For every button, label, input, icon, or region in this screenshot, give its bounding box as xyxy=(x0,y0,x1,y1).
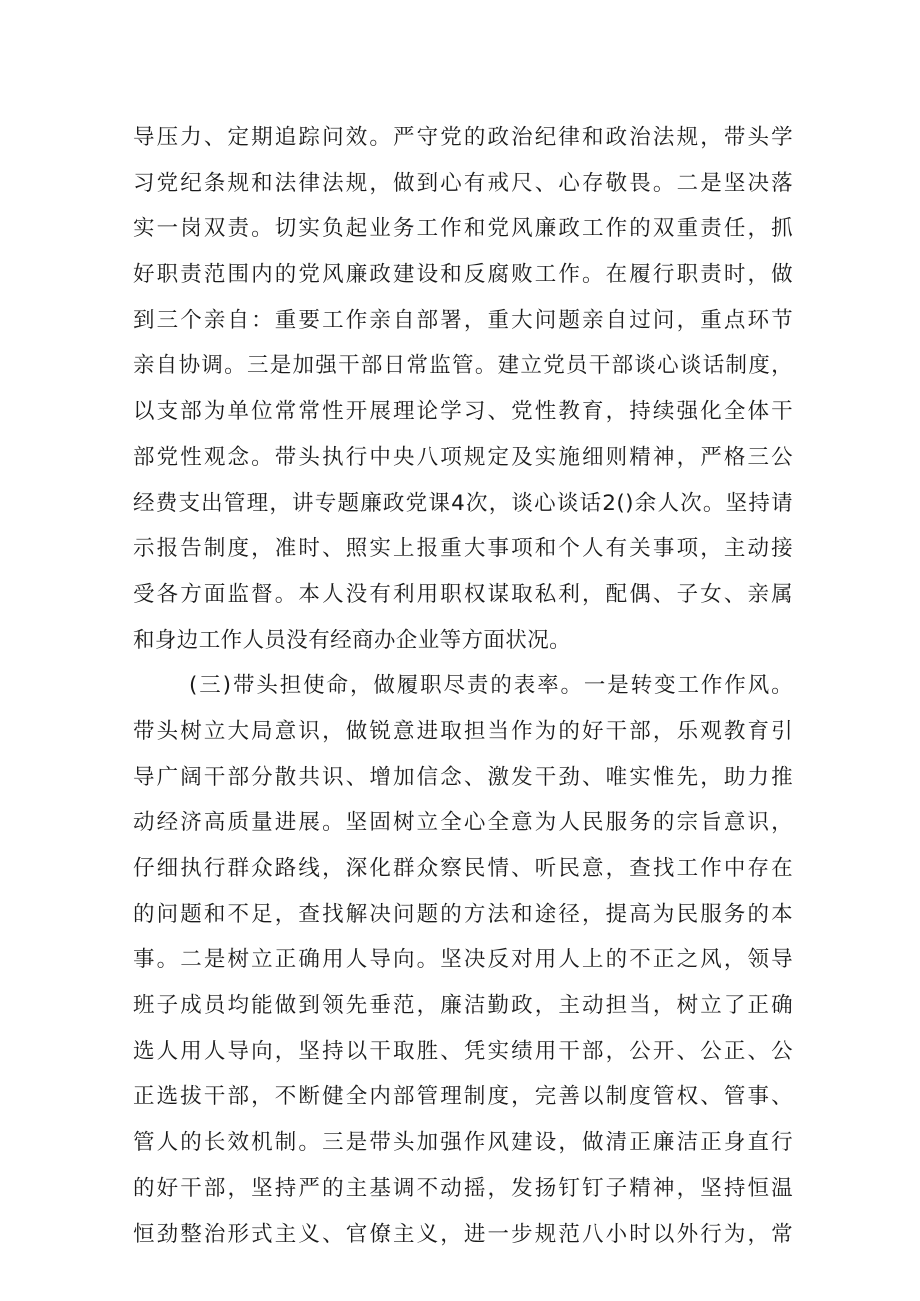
text-line: 仔细执行群众路线，深化群众察民情、听民意，查找工作中存在 xyxy=(133,856,793,881)
document-body xyxy=(133,115,793,1257)
text-line: 和身边工作人员没有经商办企业等方面状况。 xyxy=(133,627,572,653)
text-line: 以支部为单位常常性开展理论学习、党性教育，持续强化全体干 xyxy=(133,399,793,425)
text-line: 亲自协调。三是加强干部日常监管。建立党员干部谈心谈话制度， xyxy=(133,353,793,379)
text-line: 恒劲整治形式主义、官僚主义，进一步规范八小时以外行为，常 xyxy=(133,1221,793,1247)
text-line: 实一岗双责。切实负起业务工作和党风廉政工作的双重责任，抓 xyxy=(133,216,793,242)
text-line: 导压力、定期追踪问效。严守党的政治纪律和政治法规，带头学 xyxy=(133,125,793,150)
text-line: 好职责范围内的党风廉政建设和反腐败工作。在履行职责时，做 xyxy=(133,262,793,288)
text-line: 的好干部，坚持严的主基调不动摇，发扬钉钉子精神，坚持恒温 xyxy=(133,1175,793,1201)
text-line: 选人用人导向，坚持以干取胜、凭实绩用干部，公开、公正、公 xyxy=(133,1038,793,1064)
text-line: 带头树立大局意识，做锐意进取担当作为的好干部，乐观教育引 xyxy=(133,718,793,744)
text-line: 部党性观念。带头执行中央八项规定及实施细则精神，严格三公 xyxy=(133,444,793,470)
section-heading-line: (三)带头担使命，做履职尽责的表率。一是转变工作作风。 xyxy=(189,673,793,699)
text-line: 受各方面监督。本人没有利用职权谋取私利，配偶、子女、亲属 xyxy=(133,581,793,607)
text-line: 动经济高质量进展。坚固树立全心全意为人民服务的宗旨意识， xyxy=(133,810,793,836)
text-line: 示报告制度，准时、照实上报重大事项和个人有关事项，主动接 xyxy=(133,536,793,562)
text-line: 到三个亲自：重要工作亲自部署，重大问题亲自过问，重点环节 xyxy=(133,307,793,333)
text-line: 经费支出管理，讲专题廉政党课4次，谈心谈话2()余人次。坚持请 xyxy=(133,490,793,516)
text-line: 事。二是树立正确用人导向。坚决反对用人上的不正之风，领导 xyxy=(133,947,793,973)
text-line: 导广阔干部分散共识、增加信念、激发干劲、唯实惟先，助力推 xyxy=(133,764,793,790)
text-line: 的问题和不足，查找解决问题的方法和途径，提高为民服务的本 xyxy=(133,901,793,927)
text-line: 管人的长效机制。三是带头加强作风建设，做清正廉洁正身直行 xyxy=(133,1130,793,1156)
text-line: 班子成员均能做到领先垂范，廉洁勤政，主动担当，树立了正确 xyxy=(133,993,793,1019)
text-line: 习党纪条规和法律法规，做到心有戒尺、心存敬畏。二是坚决落 xyxy=(133,170,793,196)
text-line: 正选拔干部，不断健全内部管理制度，完善以制度管权、管事、 xyxy=(133,1084,793,1110)
